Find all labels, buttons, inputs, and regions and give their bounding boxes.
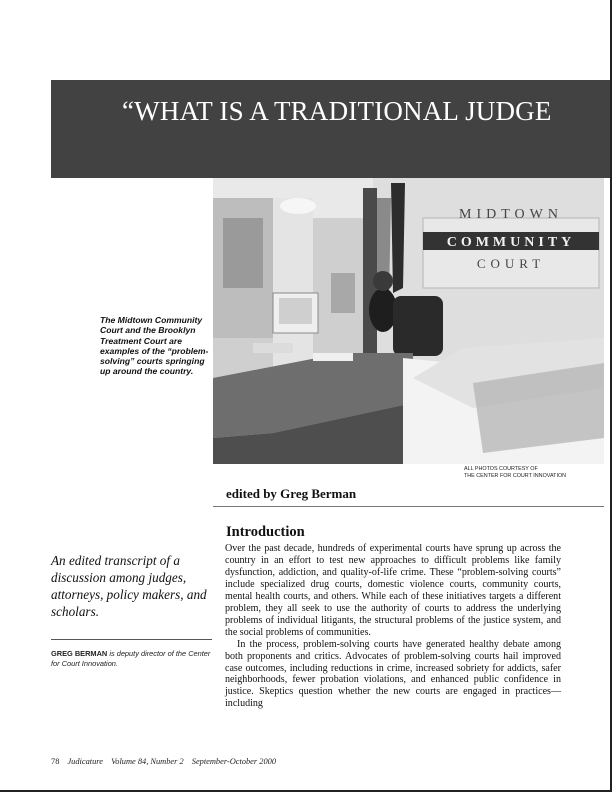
author-bio xyxy=(51,649,211,668)
courtroom-photo xyxy=(213,178,604,464)
byline: edited by Greg Berman xyxy=(226,486,357,501)
photo-credit-line-1: ALL PHOTOS COURTESY OF xyxy=(464,466,538,472)
journal-volume: Volume 84, Number 2 xyxy=(111,757,184,766)
page-footer xyxy=(51,757,282,766)
body-text xyxy=(225,543,561,710)
paragraph-1: Over the past decade, hundreds of experimental courts have sprung up across the country in an effort to test new approaches to difficult problems like family dysfunction, addiction, and quality-of-life crime. These “problem-solving courts” include specialized drug courts, domestic violence courts, community courts, mental health courts, and others. While each of these initiatives targets a different problem, they all seek to use the authority of courts to address the underlying problems of individual litigants, the structural problems of the justice system, and the social problems of communities. xyxy=(225,543,561,638)
page-number: 78 xyxy=(51,757,60,766)
author-name: GREG BERMAN xyxy=(51,649,108,658)
photo-caption: The Midtown Community Court and the Brooklyn Treatment Court are examples of the “problem-solving” courts springing up around the country. xyxy=(100,315,209,377)
paragraph-2: In the process, problem-solving courts have generated healthy debate among both proponents and critics. Advocates of problem-solving courts hail improved case outcomes, including reductions in crime, increased sobriety for addicts, safer neighborhoods, fewer probation violations, and enhanced public confidence in justice. Skeptics question whether the new courts are engaged in practices—including xyxy=(225,638,561,710)
section-heading: Introduction xyxy=(226,524,305,540)
title-band xyxy=(51,80,612,178)
bio-rule xyxy=(51,639,212,640)
issue-date: September-October 2000 xyxy=(191,757,277,766)
photo-credit xyxy=(464,466,604,481)
byline-rule xyxy=(213,506,604,507)
journal-name: Judicature xyxy=(67,757,103,766)
author-bio-text: is deputy director of the Center for Court Innovation. xyxy=(51,649,211,668)
pull-quote: An edited transcript of a discussion among judges, attorneys, policy makers, and scholars. xyxy=(51,553,207,619)
sign-line-3: COURT xyxy=(476,256,546,271)
sign-line-1: MIDTOWN xyxy=(459,207,563,222)
sign-line-2: COMMUNITY xyxy=(446,235,576,250)
photo-credit-line-2: THE CENTER FOR COURT INNOVATION xyxy=(464,473,567,480)
courtroom-illustration xyxy=(213,178,604,464)
article-title: “WHAT IS A TRADITIONAL JUDGE xyxy=(122,96,552,126)
